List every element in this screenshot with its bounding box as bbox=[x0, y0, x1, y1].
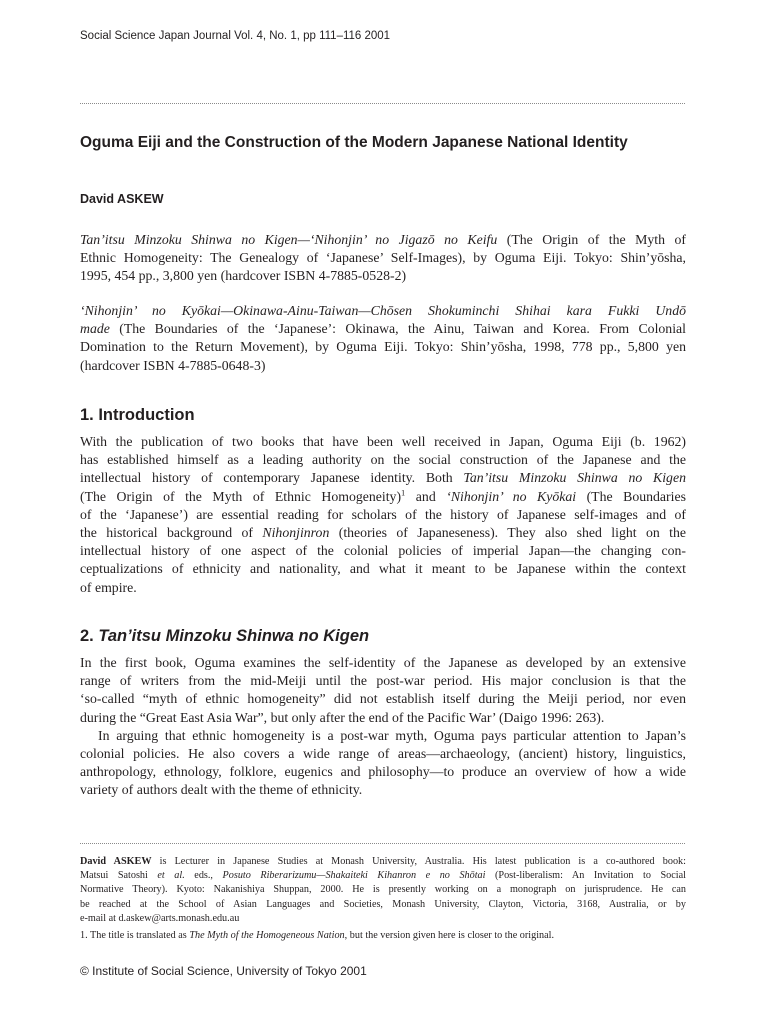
footnote-divider bbox=[80, 843, 685, 844]
reviewed-book-1: Tan’itsu Minzoku Shinwa no Kigen—‘Nihonjin’ no Jigazō no Keifu (The Origin of the Myth of Ethnic Homogeneity: The Genealogy of ‘Japanese’ Self-Images), by Oguma Eiji. Tokyo: Shin’yōsha, 1995, 454 pp., 3,800 yen (hardcover ISBN 4-7885-0528-2) bbox=[80, 232, 686, 284]
header-divider bbox=[80, 103, 685, 104]
article-title: Oguma Eiji and the Construction of the Modern Japanese National Identity bbox=[80, 134, 628, 151]
section2-body: In the first book, Oguma examines the self-identity of the Japanese as developed by an extensive range of writers from the mid-Meiji until the post-war period. His major conclusion is that the ‘so-called “myth of ethnic homogeneity” did not establish itself during the Meiji period, nor even during the “Great East Asia War”, but only after the end of the Pacific War’ (Daigo 1996: 263). In arguing that ethnic homogeneity is a post-war myth, Oguma pays particular attention to Japan’s colonial policies. He also covers a wide range of areas—archaeology, (ancient) history, linguistics, anthropology, ethnology, folklore, eugenics and philosophy—to produce an overview of how a wide variety of authors dealt with the theme of ethnicity. bbox=[80, 655, 686, 798]
introduction-paragraph: With the publication of two books that have been well received in Japan, Oguma Eiji (b. 1962) has established himself as a leading authority on the social construction of the Japanese and the intellectual history of contemporary Japanese identity. Both Tan’itsu Minzoku Shinwa no Kigen (The Origin of the Myth of Ethnic Homogeneity)$^1$ and ‘Nihonjin’ no Kyōkai (The Boundaries of the ‘Japanese’) are essential reading for scholars of the history of Japanese self-images and of the historical background of Nihonjinron (theories of Japaneseness). They also shed light on the intellectual history of one aspect of the colonial policies of imperial Japan—the changing con- ceptualizations of ethnicity and nationality, and what it meant to be Japanese within the context of empire. bbox=[80, 434, 687, 595]
copyright-notice: © Institute of Social Science, University of Tokyo 2001 bbox=[80, 964, 367, 978]
author-note: David ASKEW is Lecturer in Japanese Studies at Monash University, Australia. His latest publication is a co-authored book: Matsui Satoshi et al. eds., Posuto Riberarizumu—Shakaiteki Kihanron e no Shōtai (Post-liberalism: An Invitation to Social Normative Theory). Kyoto: Nakanishiya Shuppan, 2000. He is presently working on a monograph on jurisprudence. He can be reached at the School of Asian Languages and Societies, Monash University, Clayton, Victoria, 3168, Australia, or by e-mail at d.askew@arts.monash.edu.au 1. The title is translated as The Myth of the Homogeneous Nation, but the version given here is closer to the original. bbox=[80, 855, 686, 943]
book-title-italic: made bbox=[80, 321, 110, 337]
reviewed-book-2: ‘Nihonjin’ no Kyōkai—Okinawa-Ainu-Taiwan—Chōsen Shokuminchi Shihai kara Fukki Undō made (The Boundaries of the ‘Japanese’: Okinawa, the Ainu, Taiwan and Korea. From Colonial Domination to the Return Movement), by Oguma Eiji. Tokyo: Shin’yōsha, 1998, 778 pp., 5,800 yen (hardcover ISBN 4-7885-0648-3) bbox=[80, 303, 686, 373]
section-heading-introduction: 1. Introduction bbox=[80, 406, 195, 424]
footnote-ref-1[interactable]: 1 bbox=[401, 487, 406, 498]
journal-citation: Social Science Japan Journal Vol. 4, No. 1, pp 111–116 2001 bbox=[80, 30, 391, 42]
author-email: e-mail at d.askew@arts.monash.edu.au bbox=[80, 912, 240, 924]
footnote-1: 1. The title is translated as The Myth of the Homogeneous Nation, but the version given here is closer to the original. bbox=[80, 930, 555, 942]
book-title-italic: Tan’itsu Minzoku Shinwa no Kigen—‘Nihonjin’ no Jigazō no Keifu bbox=[80, 232, 498, 247]
book-title-italic: ‘Nihonjin’ no Kyōkai—Okinawa-Ainu-Taiwan—Chōsen Shokuminchi Shihai kara Fukki Undō bbox=[80, 303, 686, 318]
article-author: David ASKEW bbox=[80, 192, 164, 206]
section-heading-tanitsu: 2. Tan’itsu Minzoku Shinwa no Kigen bbox=[80, 627, 370, 645]
